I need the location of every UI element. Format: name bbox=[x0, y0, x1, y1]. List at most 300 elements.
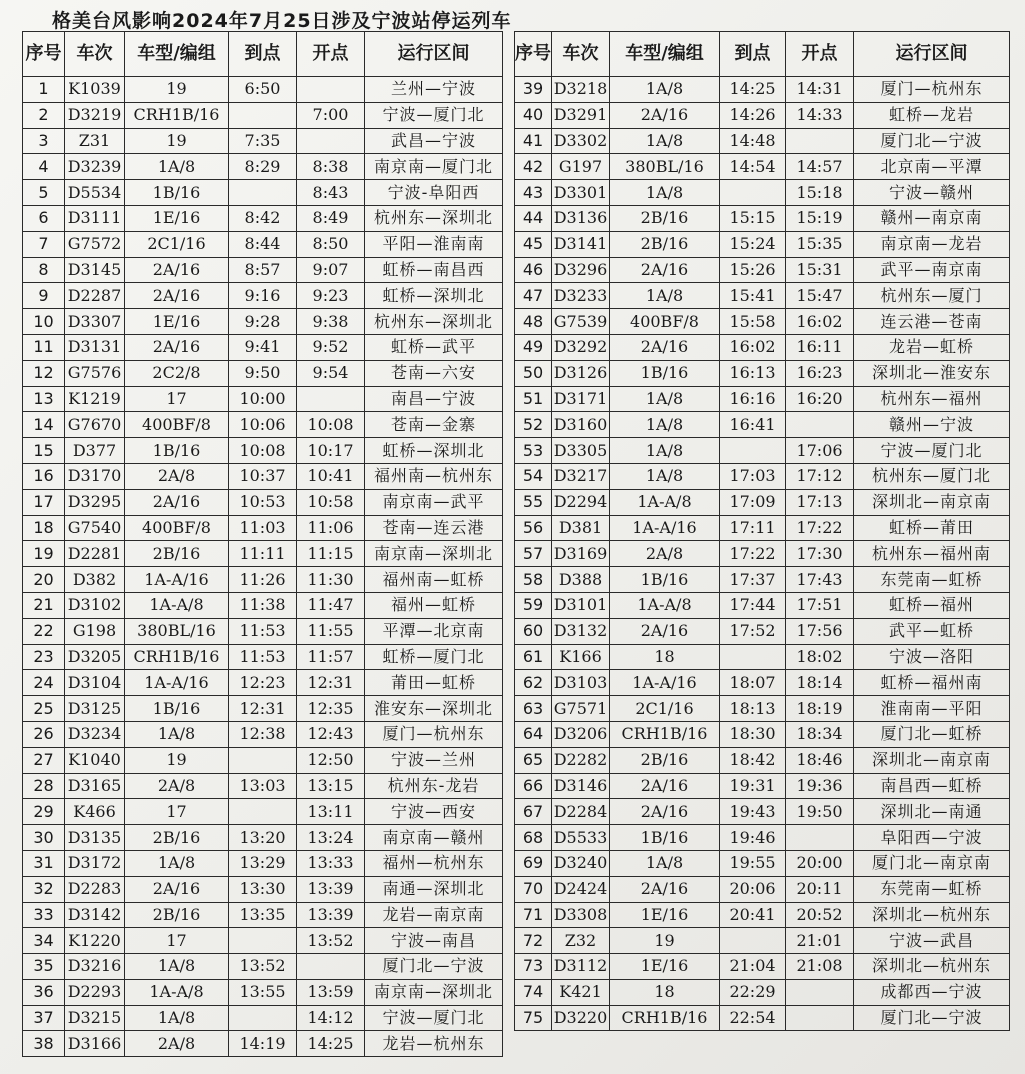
cell-seq: 20 bbox=[23, 567, 65, 593]
cell-arrive: 22:29 bbox=[720, 979, 786, 1005]
cell-train: D3292 bbox=[552, 334, 610, 360]
cell-type: 400BF/8 bbox=[125, 515, 229, 541]
table-row bbox=[23, 541, 503, 567]
cell-type: 19 bbox=[125, 747, 229, 773]
schedule-table-right bbox=[514, 31, 1010, 1031]
cell-arrive: 20:41 bbox=[720, 902, 786, 928]
cell-train: D388 bbox=[552, 567, 610, 593]
cell-route: 厦门北—宁波 bbox=[854, 1005, 1010, 1031]
cell-arrive: 17:37 bbox=[720, 567, 786, 593]
cell-type: 2A/8 bbox=[125, 773, 229, 799]
table-row bbox=[23, 412, 503, 438]
cell-train: K421 bbox=[552, 979, 610, 1005]
cell-route: 连云港—苍南 bbox=[854, 309, 1010, 335]
cell-route: 龙岩—虹桥 bbox=[854, 334, 1010, 360]
cell-type: 2A/16 bbox=[125, 257, 229, 283]
cell-route: 南京南—龙岩 bbox=[854, 231, 1010, 257]
table-row bbox=[23, 825, 503, 851]
table-row bbox=[23, 696, 503, 722]
cell-seq: 68 bbox=[515, 825, 552, 851]
cell-seq: 5 bbox=[23, 180, 65, 206]
cell-type: 2B/16 bbox=[125, 541, 229, 567]
cell-seq: 57 bbox=[515, 541, 552, 567]
cell-train: D3103 bbox=[552, 670, 610, 696]
cell-seq: 3 bbox=[23, 128, 65, 154]
cell-route: 赣州—南京南 bbox=[854, 205, 1010, 231]
cell-depart: 8:38 bbox=[297, 154, 365, 180]
cell-type: 1E/16 bbox=[610, 954, 720, 980]
header-train: 车次 bbox=[552, 32, 610, 77]
cell-seq: 33 bbox=[23, 902, 65, 928]
table-row bbox=[23, 180, 503, 206]
cell-arrive: 9:50 bbox=[229, 360, 297, 386]
table-row bbox=[515, 618, 1010, 644]
cell-type: 1B/16 bbox=[125, 438, 229, 464]
cell-seq: 6 bbox=[23, 205, 65, 231]
table-row bbox=[23, 1031, 503, 1057]
cell-type: 2A/16 bbox=[610, 102, 720, 128]
cell-type: 1A/8 bbox=[610, 180, 720, 206]
cell-depart: 14:25 bbox=[297, 1031, 365, 1057]
cell-type: 17 bbox=[125, 799, 229, 825]
table-row bbox=[515, 670, 1010, 696]
cell-arrive: 15:58 bbox=[720, 309, 786, 335]
table-row bbox=[515, 979, 1010, 1005]
cell-arrive: 7:35 bbox=[229, 128, 297, 154]
table-row bbox=[515, 773, 1010, 799]
cell-train: D3131 bbox=[65, 334, 125, 360]
cell-train: D3172 bbox=[65, 850, 125, 876]
cell-train: D2424 bbox=[552, 876, 610, 902]
cell-depart: 17:43 bbox=[786, 567, 854, 593]
cell-seq: 23 bbox=[23, 644, 65, 670]
table-row bbox=[23, 799, 503, 825]
cell-arrive: 17:11 bbox=[720, 515, 786, 541]
cell-route: 南通—深圳北 bbox=[365, 876, 503, 902]
cell-arrive: 12:38 bbox=[229, 721, 297, 747]
cell-type: 1A-A/16 bbox=[125, 670, 229, 696]
cell-seq: 8 bbox=[23, 257, 65, 283]
cell-train: D2293 bbox=[65, 979, 125, 1005]
cell-type: 380BL/16 bbox=[125, 618, 229, 644]
cell-arrive: 8:29 bbox=[229, 154, 297, 180]
table-row bbox=[23, 902, 503, 928]
cell-route: 虹桥—龙岩 bbox=[854, 102, 1010, 128]
cell-train: D3205 bbox=[65, 644, 125, 670]
cell-route: 南京南—武平 bbox=[365, 489, 503, 515]
table-row bbox=[515, 309, 1010, 335]
cell-seq: 16 bbox=[23, 463, 65, 489]
cell-arrive: 16:13 bbox=[720, 360, 786, 386]
header-train: 车次 bbox=[65, 32, 125, 77]
cell-seq: 17 bbox=[23, 489, 65, 515]
table-row bbox=[515, 283, 1010, 309]
cell-arrive: 15:24 bbox=[720, 231, 786, 257]
cell-train: K1219 bbox=[65, 386, 125, 412]
cell-depart: 17:51 bbox=[786, 592, 854, 618]
header-depart: 开点 bbox=[786, 32, 854, 77]
cell-type: 1A/8 bbox=[610, 850, 720, 876]
cell-type: 19 bbox=[610, 928, 720, 954]
cell-arrive: 8:44 bbox=[229, 231, 297, 257]
cell-route: 厦门北—南京南 bbox=[854, 850, 1010, 876]
cell-seq: 29 bbox=[23, 799, 65, 825]
cell-seq: 50 bbox=[515, 360, 552, 386]
cell-depart: 10:41 bbox=[297, 463, 365, 489]
header-row bbox=[23, 32, 503, 77]
cell-train: D3170 bbox=[65, 463, 125, 489]
cell-train: D3217 bbox=[552, 463, 610, 489]
cell-route: 南昌西—虹桥 bbox=[854, 773, 1010, 799]
cell-route: 宁波—洛阳 bbox=[854, 644, 1010, 670]
cell-train: G7540 bbox=[65, 515, 125, 541]
cell-arrive: 22:54 bbox=[720, 1005, 786, 1031]
cell-train: D382 bbox=[65, 567, 125, 593]
cell-seq: 47 bbox=[515, 283, 552, 309]
cell-type: 18 bbox=[610, 979, 720, 1005]
table-row bbox=[515, 825, 1010, 851]
cell-seq: 4 bbox=[23, 154, 65, 180]
cell-arrive: 12:31 bbox=[229, 696, 297, 722]
cell-arrive: 19:46 bbox=[720, 825, 786, 851]
cell-route: 宁波—厦门北 bbox=[365, 1005, 503, 1031]
cell-route: 福州南—杭州东 bbox=[365, 463, 503, 489]
cell-depart: 15:19 bbox=[786, 205, 854, 231]
table-row bbox=[515, 747, 1010, 773]
header-arrive: 到点 bbox=[229, 32, 297, 77]
header-route: 运行区间 bbox=[365, 32, 503, 77]
cell-type: 18 bbox=[610, 644, 720, 670]
cell-train: D3165 bbox=[65, 773, 125, 799]
cell-type: 1A-A/16 bbox=[610, 670, 720, 696]
table-row bbox=[23, 360, 503, 386]
cell-depart bbox=[297, 386, 365, 412]
table-row bbox=[23, 670, 503, 696]
cell-arrive bbox=[229, 928, 297, 954]
table-row bbox=[23, 644, 503, 670]
cell-type: 400BF/8 bbox=[610, 309, 720, 335]
cell-arrive: 8:57 bbox=[229, 257, 297, 283]
cell-depart: 10:58 bbox=[297, 489, 365, 515]
cell-seq: 49 bbox=[515, 334, 552, 360]
cell-train: K1039 bbox=[65, 77, 125, 103]
table-row bbox=[23, 309, 503, 335]
header-type: 车型/编组 bbox=[610, 32, 720, 77]
cell-type: 1A/8 bbox=[610, 283, 720, 309]
cell-type: 2B/16 bbox=[610, 231, 720, 257]
cell-seq: 51 bbox=[515, 386, 552, 412]
cell-depart: 18:46 bbox=[786, 747, 854, 773]
table-row bbox=[23, 386, 503, 412]
cell-route: 武昌—宁波 bbox=[365, 128, 503, 154]
cell-depart: 13:33 bbox=[297, 850, 365, 876]
cell-arrive: 13:29 bbox=[229, 850, 297, 876]
cell-seq: 19 bbox=[23, 541, 65, 567]
cell-depart: 16:23 bbox=[786, 360, 854, 386]
cell-route: 宁波-阜阳西 bbox=[365, 180, 503, 206]
cell-train: D2282 bbox=[552, 747, 610, 773]
cell-type: 1A-A/16 bbox=[125, 567, 229, 593]
cell-route: 虹桥—武平 bbox=[365, 334, 503, 360]
cell-seq: 45 bbox=[515, 231, 552, 257]
cell-depart: 12:43 bbox=[297, 721, 365, 747]
cell-arrive: 19:31 bbox=[720, 773, 786, 799]
cell-depart: 7:00 bbox=[297, 102, 365, 128]
header-depart: 开点 bbox=[297, 32, 365, 77]
cell-seq: 13 bbox=[23, 386, 65, 412]
cell-arrive: 9:28 bbox=[229, 309, 297, 335]
cell-seq: 15 bbox=[23, 438, 65, 464]
cell-seq: 46 bbox=[515, 257, 552, 283]
cell-seq: 65 bbox=[515, 747, 552, 773]
cell-type: 2B/16 bbox=[610, 205, 720, 231]
cell-depart bbox=[786, 979, 854, 1005]
cell-route: 杭州东—厦门 bbox=[854, 283, 1010, 309]
cell-train: D2283 bbox=[65, 876, 125, 902]
cell-depart bbox=[297, 128, 365, 154]
cell-train: D3142 bbox=[65, 902, 125, 928]
cell-train: D5533 bbox=[552, 825, 610, 851]
table-row bbox=[23, 102, 503, 128]
cell-depart: 15:31 bbox=[786, 257, 854, 283]
cell-train: G7576 bbox=[65, 360, 125, 386]
cell-route: 南昌—宁波 bbox=[365, 386, 503, 412]
cell-type: 19 bbox=[125, 77, 229, 103]
cell-seq: 58 bbox=[515, 567, 552, 593]
cell-route: 杭州东—深圳北 bbox=[365, 309, 503, 335]
cell-arrive: 8:42 bbox=[229, 205, 297, 231]
cell-arrive: 14:25 bbox=[720, 77, 786, 103]
cell-train: D3239 bbox=[65, 154, 125, 180]
cell-train: D3216 bbox=[65, 954, 125, 980]
cell-arrive: 14:19 bbox=[229, 1031, 297, 1057]
cell-train: D2284 bbox=[552, 799, 610, 825]
cell-route: 杭州东-龙岩 bbox=[365, 773, 503, 799]
table-row bbox=[23, 257, 503, 283]
cell-train: G7670 bbox=[65, 412, 125, 438]
cell-route: 福州—杭州东 bbox=[365, 850, 503, 876]
cell-depart: 16:20 bbox=[786, 386, 854, 412]
cell-depart: 16:11 bbox=[786, 334, 854, 360]
table-row bbox=[515, 1005, 1010, 1031]
cell-type: 1A-A/8 bbox=[125, 979, 229, 1005]
table-row bbox=[515, 850, 1010, 876]
header-route: 运行区间 bbox=[854, 32, 1010, 77]
cell-train: D3302 bbox=[552, 128, 610, 154]
table-row bbox=[515, 231, 1010, 257]
cell-type: 19 bbox=[125, 128, 229, 154]
cell-depart: 11:30 bbox=[297, 567, 365, 593]
cell-train: D3141 bbox=[552, 231, 610, 257]
cell-arrive: 19:55 bbox=[720, 850, 786, 876]
cell-depart: 8:43 bbox=[297, 180, 365, 206]
cell-seq: 31 bbox=[23, 850, 65, 876]
cell-arrive: 11:26 bbox=[229, 567, 297, 593]
cell-arrive: 11:53 bbox=[229, 618, 297, 644]
cell-train: G198 bbox=[65, 618, 125, 644]
cell-seq: 30 bbox=[23, 825, 65, 851]
cell-arrive: 17:09 bbox=[720, 489, 786, 515]
cell-arrive: 6:50 bbox=[229, 77, 297, 103]
table-row bbox=[515, 592, 1010, 618]
cell-depart: 11:15 bbox=[297, 541, 365, 567]
cell-route: 宁波—武昌 bbox=[854, 928, 1010, 954]
table-row bbox=[515, 386, 1010, 412]
table-row bbox=[515, 438, 1010, 464]
cell-route: 苍南—六安 bbox=[365, 360, 503, 386]
cell-depart: 20:11 bbox=[786, 876, 854, 902]
cell-train: D3305 bbox=[552, 438, 610, 464]
cell-depart: 11:55 bbox=[297, 618, 365, 644]
cell-arrive: 10:00 bbox=[229, 386, 297, 412]
cell-type: 2A/16 bbox=[610, 876, 720, 902]
cell-train: D3171 bbox=[552, 386, 610, 412]
cell-train: D3301 bbox=[552, 180, 610, 206]
table-row bbox=[23, 592, 503, 618]
cell-route: 宁波—赣州 bbox=[854, 180, 1010, 206]
cell-seq: 22 bbox=[23, 618, 65, 644]
cell-train: D3166 bbox=[65, 1031, 125, 1057]
cell-seq: 63 bbox=[515, 696, 552, 722]
cell-arrive: 10:37 bbox=[229, 463, 297, 489]
cell-seq: 24 bbox=[23, 670, 65, 696]
cell-seq: 75 bbox=[515, 1005, 552, 1031]
cell-arrive bbox=[229, 1005, 297, 1031]
cell-seq: 67 bbox=[515, 799, 552, 825]
cell-route: 虹桥—深圳北 bbox=[365, 283, 503, 309]
table-row bbox=[23, 128, 503, 154]
cell-route: 宁波—兰州 bbox=[365, 747, 503, 773]
cell-depart: 18:02 bbox=[786, 644, 854, 670]
cell-train: K466 bbox=[65, 799, 125, 825]
cell-arrive: 14:48 bbox=[720, 128, 786, 154]
header-seq: 序号 bbox=[23, 32, 65, 77]
cell-train: D3146 bbox=[552, 773, 610, 799]
cell-type: 1B/16 bbox=[125, 696, 229, 722]
table-row bbox=[515, 102, 1010, 128]
cell-type: 1A/8 bbox=[610, 463, 720, 489]
table-row bbox=[23, 954, 503, 980]
cell-type: 1A/8 bbox=[125, 850, 229, 876]
cell-train: D3215 bbox=[65, 1005, 125, 1031]
cell-route: 深圳北—南京南 bbox=[854, 747, 1010, 773]
cell-arrive: 11:53 bbox=[229, 644, 297, 670]
cell-type: 1E/16 bbox=[125, 309, 229, 335]
cell-type: 2A/16 bbox=[125, 876, 229, 902]
cell-route: 赣州—宁波 bbox=[854, 412, 1010, 438]
cell-depart: 11:47 bbox=[297, 592, 365, 618]
cell-seq: 53 bbox=[515, 438, 552, 464]
cell-train: G7571 bbox=[552, 696, 610, 722]
cell-depart: 9:23 bbox=[297, 283, 365, 309]
cell-seq: 60 bbox=[515, 618, 552, 644]
schedule-table-left bbox=[22, 31, 503, 1057]
cell-type: 17 bbox=[125, 928, 229, 954]
cell-type: 17 bbox=[125, 386, 229, 412]
cell-route: 福州南—虹桥 bbox=[365, 567, 503, 593]
cell-train: D3220 bbox=[552, 1005, 610, 1031]
cell-route: 宁波—厦门北 bbox=[365, 102, 503, 128]
cell-arrive bbox=[720, 438, 786, 464]
cell-seq: 28 bbox=[23, 773, 65, 799]
cell-seq: 9 bbox=[23, 283, 65, 309]
cell-route: 深圳北—杭州东 bbox=[854, 954, 1010, 980]
cell-depart: 14:57 bbox=[786, 154, 854, 180]
cell-arrive: 18:13 bbox=[720, 696, 786, 722]
cell-seq: 39 bbox=[515, 77, 552, 103]
cell-arrive: 15:41 bbox=[720, 283, 786, 309]
cell-depart: 8:49 bbox=[297, 205, 365, 231]
cell-seq: 40 bbox=[515, 102, 552, 128]
table-row bbox=[515, 644, 1010, 670]
cell-arrive bbox=[229, 102, 297, 128]
cell-train: D5534 bbox=[65, 180, 125, 206]
cell-arrive: 16:02 bbox=[720, 334, 786, 360]
cell-seq: 55 bbox=[515, 489, 552, 515]
cell-seq: 73 bbox=[515, 954, 552, 980]
cell-seq: 43 bbox=[515, 180, 552, 206]
cell-route: 淮南南—平阳 bbox=[854, 696, 1010, 722]
cell-seq: 74 bbox=[515, 979, 552, 1005]
cell-train: D3136 bbox=[552, 205, 610, 231]
table-row bbox=[515, 180, 1010, 206]
cell-arrive bbox=[229, 747, 297, 773]
table-row bbox=[515, 515, 1010, 541]
cell-depart: 17:56 bbox=[786, 618, 854, 644]
cell-type: 1A/8 bbox=[610, 438, 720, 464]
cell-train: D3219 bbox=[65, 102, 125, 128]
cell-seq: 36 bbox=[23, 979, 65, 1005]
cell-type: 1A-A/8 bbox=[125, 592, 229, 618]
cell-route: 厦门北—宁波 bbox=[854, 128, 1010, 154]
cell-depart: 12:35 bbox=[297, 696, 365, 722]
header-seq: 序号 bbox=[515, 32, 552, 77]
cell-route: 虹桥—深圳北 bbox=[365, 438, 503, 464]
cell-train: G7572 bbox=[65, 231, 125, 257]
page-title: 格美台风影响2024年7月25日涉及宁波站停运列车 bbox=[52, 10, 512, 32]
cell-train: D381 bbox=[552, 515, 610, 541]
cell-arrive bbox=[720, 180, 786, 206]
table-row bbox=[23, 979, 503, 1005]
cell-type: 2A/16 bbox=[610, 799, 720, 825]
table-row bbox=[515, 696, 1010, 722]
cell-type: 2C1/16 bbox=[610, 696, 720, 722]
cell-depart: 16:02 bbox=[786, 309, 854, 335]
cell-seq: 21 bbox=[23, 592, 65, 618]
cell-depart: 10:08 bbox=[297, 412, 365, 438]
cell-route: 南京南—赣州 bbox=[365, 825, 503, 851]
cell-type: 2A/8 bbox=[125, 463, 229, 489]
cell-train: G7539 bbox=[552, 309, 610, 335]
cell-type: 1A/8 bbox=[125, 721, 229, 747]
cell-type: 2A/16 bbox=[610, 257, 720, 283]
cell-route: 武平—南京南 bbox=[854, 257, 1010, 283]
table-row bbox=[515, 77, 1010, 103]
cell-seq: 61 bbox=[515, 644, 552, 670]
cell-type: 1A/8 bbox=[125, 954, 229, 980]
table-row bbox=[23, 773, 503, 799]
cell-arrive: 21:04 bbox=[720, 954, 786, 980]
cell-train: D3132 bbox=[552, 618, 610, 644]
cell-depart: 13:15 bbox=[297, 773, 365, 799]
cell-train: D3218 bbox=[552, 77, 610, 103]
cell-route: 杭州东—福州南 bbox=[854, 541, 1010, 567]
cell-seq: 11 bbox=[23, 334, 65, 360]
cell-type: 400BF/8 bbox=[125, 412, 229, 438]
cell-arrive bbox=[720, 644, 786, 670]
table-row bbox=[515, 721, 1010, 747]
cell-depart: 13:59 bbox=[297, 979, 365, 1005]
